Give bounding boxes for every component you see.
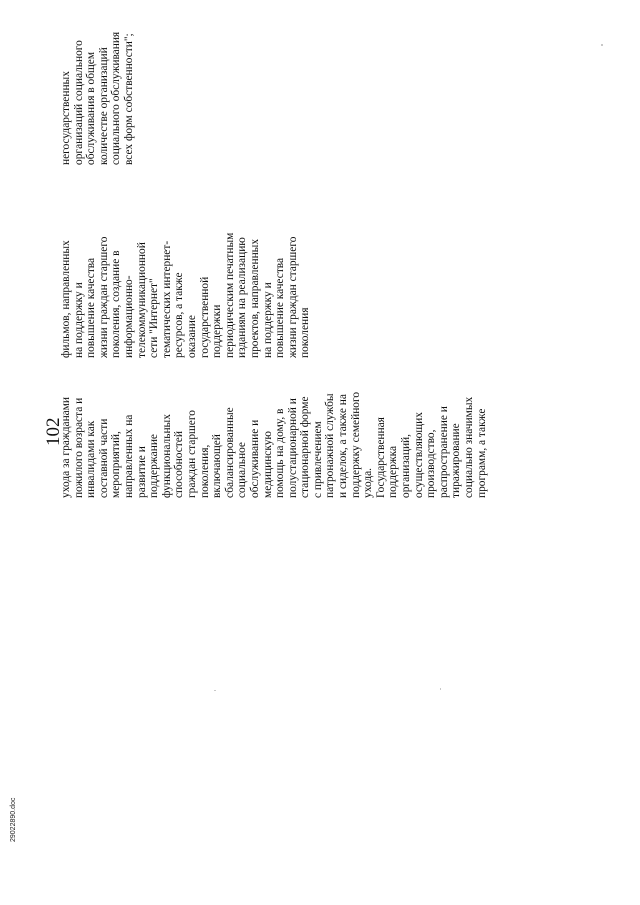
text-line: проектов, направленных — [248, 238, 261, 358]
text-line: поколения — [299, 307, 312, 358]
text-line: составной части — [97, 418, 110, 498]
text-column-1 — [60, 392, 488, 498]
text-line: социального обслуживания — [110, 31, 123, 165]
text-line: тематических интернет- — [160, 240, 173, 358]
scan-speck — [440, 688, 441, 690]
text-line: развитие и — [135, 446, 148, 498]
text-line: телекоммуникационной — [135, 242, 148, 358]
text-line: стационарной форме — [299, 396, 312, 498]
text-line: изданиям на реализацию — [236, 237, 249, 358]
text-line: патронажной службы — [324, 393, 337, 498]
text-line: с привлечением — [311, 421, 324, 498]
footer-doc-code: 29022890.doc — [10, 797, 17, 842]
scan-speck — [214, 690, 216, 691]
text-line: мероприятий, — [110, 431, 123, 498]
text-line: на поддержку и — [261, 282, 274, 358]
text-line: граждан старшего — [185, 410, 198, 498]
text-line: повышение качества — [274, 257, 287, 358]
text-line: программ, а также — [475, 408, 488, 498]
text-line: ухода за гражданами — [60, 396, 72, 498]
text-line: поколения, создание в — [110, 250, 123, 358]
text-line: поддержку семейного — [349, 391, 362, 498]
text-line: поддержки — [211, 304, 224, 358]
text-line: осуществляющих — [412, 412, 425, 498]
text-line: тиражирование — [450, 423, 463, 498]
text-line: производство, — [425, 429, 438, 498]
text-line: и сиделок, а также на — [337, 394, 350, 498]
text-line: функциональных — [160, 414, 173, 498]
text-line: всех форм собственности"; — [122, 33, 135, 165]
text-line: сети "Интернет" — [148, 278, 161, 358]
text-line: повышение качества — [85, 257, 98, 358]
text-line: поддержка — [387, 445, 400, 498]
text-line: поддержание — [148, 434, 161, 498]
text-line: включающей — [211, 434, 224, 498]
text-line: периодическим печатным — [223, 232, 236, 358]
text-line: жизни граждан старшего — [286, 236, 299, 358]
text-line: государственной — [198, 276, 211, 358]
scan-speck — [601, 44, 603, 46]
text-line: медицинскую — [261, 431, 274, 498]
text-line: количестве организаций — [97, 47, 110, 165]
text-line: обслуживания в общем — [85, 51, 98, 165]
text-line: пожилого возраста и — [72, 397, 85, 498]
text-line: поколения, — [198, 444, 211, 498]
text-line: на поддержку и — [72, 282, 85, 358]
text-line: сбалансированные — [223, 407, 236, 498]
page-number: 102 — [43, 417, 64, 446]
text-line: способностей — [173, 431, 186, 498]
text-line: социальное — [236, 442, 249, 498]
text-line: оказание — [185, 315, 198, 358]
text-line: жизни граждан старшего — [97, 236, 110, 358]
text-line: помощь на дому, в — [274, 408, 287, 498]
text-line: фильмов, направленных — [60, 240, 72, 358]
text-line: Государственная — [374, 417, 387, 498]
text-column-3 — [60, 32, 136, 165]
text-line: полустационарной и — [286, 398, 299, 498]
text-column-2 — [60, 233, 312, 358]
text-line: организаций, — [400, 434, 413, 498]
text-line: организаций социального — [72, 40, 85, 165]
text-line: социально значимых — [463, 396, 475, 498]
text-line: обслуживание и — [248, 419, 261, 498]
text-line: направленных на — [122, 414, 135, 498]
text-line: ресурсов, а также — [173, 272, 186, 358]
text-line: информационно- — [122, 275, 135, 358]
text-line: ухода. — [362, 467, 375, 498]
text-line: распространение и — [437, 406, 450, 498]
text-line: инвалидами как — [85, 420, 98, 498]
text-line: негосударственных — [60, 71, 72, 165]
